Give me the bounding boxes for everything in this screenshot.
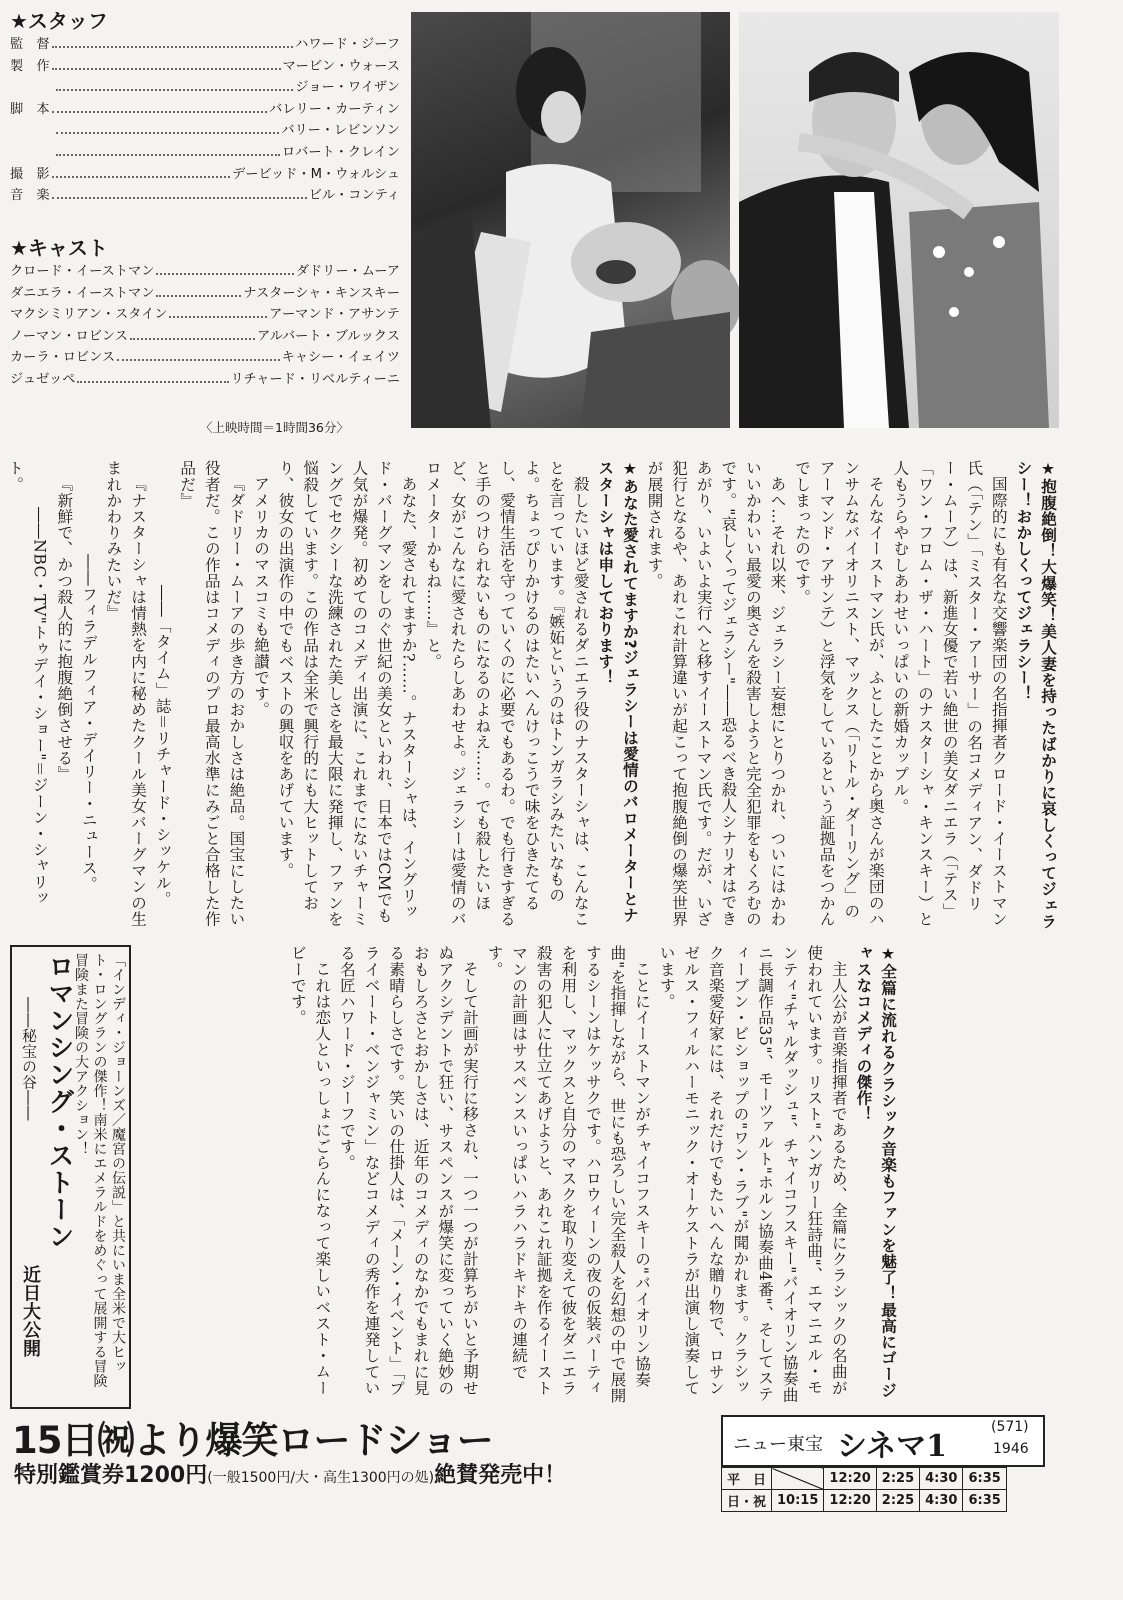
credit-role: 音 楽 xyxy=(10,188,50,204)
article-paragraph: 国際的にも有名な交響楽団の名指揮者クロード・イーストマン氏（「テン」「ミスター・アーサー」の名コメディアン、ダドリー・ムーア）は、新進女優で若い絶世の美女ダニエラ（「テス」「ワン・フロム・ザ・ハート」のナスターシャ・キンスキー）と人もうらやむしあわせいっぱいの新婚カップル。 xyxy=(891,460,1008,927)
credit-name: バレリー・カーティン xyxy=(269,101,400,117)
credit-row xyxy=(10,283,400,305)
photo-right-figures xyxy=(739,12,1059,428)
leader-dots xyxy=(52,111,268,113)
article-paragraph: あなた、愛されてますか?……。ナスターシャは、イングリッド・バーグマンをしのぐ世紀の美女といわれ、日本ではCMでも人気が爆発。初めてのコメディ出演に、これまでにないチャーミングでセクシーな洗練された美しさを最大限に発揮し、ファンを悩殺しています。この作品は全米で興行的にも大ヒットしており、彼女の出演作の中でもベストの興収をあげています。 xyxy=(276,460,418,927)
credit-row xyxy=(10,261,400,283)
credit-role: ダニエラ・イーストマン xyxy=(10,285,155,301)
showtime-cell xyxy=(772,1468,824,1490)
credit-name: ハワード・ジーフ xyxy=(295,37,400,52)
leader-dots xyxy=(130,338,255,340)
article-paragraph: あへ…それ以来、ジェラシー妄想にとりつかれ、ついにはかわいいかわいい最愛の奥さんを殺害しようと完全犯罪をもくろむのです。"哀しくってジェラシー"――恐るべき殺人シナリオはできあがり、いよいよ実行へと移すイーストマン氏です。だが、いざ犯行となるや、あれこれ計算違いが起こって抱腹絶倒の爆笑世界が展開されます。 xyxy=(645,460,787,927)
credit-row xyxy=(10,326,400,348)
credit-role: 撮 影 xyxy=(10,166,50,182)
showtime-day: 平 日 xyxy=(722,1468,772,1490)
credit-role: 製 作 xyxy=(10,58,50,74)
ad-subtitle: ――秘宝の谷―― xyxy=(20,997,38,1121)
leader-dots xyxy=(56,154,280,156)
leader-dots xyxy=(52,68,281,70)
credit-name: アルバート・ブルックス xyxy=(257,328,400,344)
critic-source: ――「タイム」誌＝リチャード・シッケル。 xyxy=(153,584,172,907)
credit-row xyxy=(10,347,400,369)
credit-role: クロード・イーストマン xyxy=(10,264,155,279)
showtime-row xyxy=(722,1490,1007,1512)
showtime-cell: 6:35 xyxy=(963,1490,1006,1512)
credit-row xyxy=(10,369,400,391)
leader-dots xyxy=(56,132,279,134)
ticket-note: (一般1500円/大・高生1300円の処) xyxy=(207,1470,435,1486)
heading-classic-music: ★全篇に流れるクラシック音楽もファンを魅了！最高にゴージャスなコメディの傑作！ xyxy=(854,945,897,1399)
credit-role: ジュゼッペ xyxy=(10,371,76,387)
credit-row xyxy=(10,56,400,78)
theater-box xyxy=(721,1415,1045,1467)
heading-barometer: ★あなた愛されてますか?ジェラシーは愛情のバロメーターとナスターシャは申しております！ xyxy=(596,460,639,923)
ticket-price: 特別鑑賞券1200円 xyxy=(14,1463,208,1488)
credit-row xyxy=(10,34,400,56)
runtime-text: 〈上映時間＝1時間36分〉 xyxy=(200,420,349,435)
credit-name: ダドリー・ムーア xyxy=(295,264,400,279)
critic-quote: 『ナスターシャは情熱を内に秘めたクール美女バーグマンの生まれかわりみたいだ』 xyxy=(104,460,148,927)
credit-row xyxy=(10,120,400,142)
critic-quote: 『ダドリー・ムーアの歩き方のおかしさは絶品。国宝にしたい役者だ。この作品はコメディのプロ最高水準にみごと合格した作品だ』 xyxy=(178,460,246,927)
roadshow-headline: 15日㈷より爆笑ロードショー xyxy=(12,1419,493,1462)
critic-source: ――フィラデルフィア・デイリー・ニュース。 xyxy=(79,553,98,892)
article-top xyxy=(6,460,1060,930)
photo-left-figures xyxy=(411,12,730,428)
leader-dots xyxy=(52,197,307,199)
article-paragraph: ことにイーストマンがチャイコフスキーの"バイオリン協奏曲"を指揮しながら、世にも恐ろしい完全殺人を幻想の中で展開するシーンはケッサクです。ハロウィーンの夜の仮装パーティを利用し、マックスと自分のマスクを取り変えて彼をダニエラ殺害の犯人に仕立てあげようと、あれこれ証拠を作るイーストマンの計画はサスペンスいっぱいハラハラドキドキの連続です。 xyxy=(485,945,652,1404)
credit-name: ロバート・クレイン xyxy=(281,144,400,160)
showtime-table xyxy=(721,1467,1007,1512)
leader-dots xyxy=(169,316,267,318)
theater-name: シネマ1 xyxy=(837,1429,947,1464)
article-paragraph: アメリカのマスコミも絶讃です。 xyxy=(252,475,270,718)
credit-name: ビル・コンティ xyxy=(308,188,400,204)
credit-role: 監 督 xyxy=(10,37,50,52)
leader-dots xyxy=(156,295,241,297)
showtime-cell: 2:25 xyxy=(876,1490,919,1512)
theater-phone-number: 1946 xyxy=(993,1441,1029,1457)
credit-row xyxy=(10,77,400,99)
showtime-cell: 12:20 xyxy=(824,1490,876,1512)
theater-prefix: ニュー東宝 xyxy=(733,1434,823,1455)
credit-name: マービン・ウォース xyxy=(282,58,400,74)
credit-row xyxy=(10,99,400,121)
leader-dots xyxy=(52,176,230,178)
leader-dots xyxy=(52,46,294,48)
credit-name: キャシー・イェイツ xyxy=(281,350,400,366)
article-bottom xyxy=(140,945,900,1405)
showtime-cell: 12:20 xyxy=(824,1468,876,1490)
leader-dots xyxy=(77,381,228,383)
credit-name: リチャード・リベルティーニ xyxy=(230,371,400,387)
credit-name: アーマンド・アサンテ xyxy=(269,307,400,323)
leader-dots xyxy=(56,89,293,91)
ad-coming-soon: 近日大公開 xyxy=(20,1265,41,1358)
credit-row xyxy=(10,142,400,164)
staff-section xyxy=(10,8,400,207)
showtime-row xyxy=(722,1468,1007,1490)
credit-name: ナスターシャ・キンスキー xyxy=(243,285,400,301)
cast-section xyxy=(10,235,400,391)
ticket-info xyxy=(14,1458,566,1489)
credit-name: デービッド・M・ウォルシュ xyxy=(232,166,400,182)
credit-role: カーラ・ロビンス xyxy=(10,350,116,366)
showtime-cell: 2:25 xyxy=(876,1468,919,1490)
credit-row xyxy=(10,164,400,186)
article-paragraph: そんなイーストマン氏が、ふとしたことから奥さんが楽団のハンサムなバイオリニスト、マックス（「リトル・ダーリング」のアーマンド・アサンテ）と浮気をしているという証拠品をつかんでしまったのです。 xyxy=(793,460,885,927)
romancing-stone-ad xyxy=(10,945,131,1409)
credit-name: バリー・レビンソン xyxy=(281,123,400,139)
ad-description: 「インディ・ジョーンズ／魔宮の伝説」と共にいま全米で大ヒット・ロングランの傑作！南米にエメラルドをめぐって展開する冒険冒険また冒険の大アクション！ xyxy=(73,953,126,1388)
showtime-cell: 4:30 xyxy=(920,1468,963,1490)
credit-role: ノーマン・ロビンス xyxy=(10,328,128,344)
critic-quote: 『新鮮で、かつ殺人的に抱腹絶倒させる』 xyxy=(55,475,74,782)
credit-row xyxy=(10,185,400,207)
credit-role: マクシミリアン・スタイン xyxy=(10,307,168,323)
cast-title: ★キャスト xyxy=(10,236,108,260)
leader-dots xyxy=(117,359,280,361)
staff-title: ★スタッフ xyxy=(10,9,108,33)
article-paragraph: これは恋人といっしょにごらんになって楽しいベスト・ムービーです。 xyxy=(288,945,332,1396)
critic-source: ――NBC・TV"トゥデイ・ショー"＝ジーン・シャリット。 xyxy=(6,460,49,906)
heading-jealousy: ★抱腹絶倒！大爆笑！美人妻を持ったばかりに哀しくってジェラシー！おかしくってジェラシー！ xyxy=(1014,460,1057,930)
credit-row xyxy=(10,304,400,326)
showtime-cell: 10:15 xyxy=(772,1490,824,1512)
credit-role: 脚 本 xyxy=(10,101,50,117)
credit-name: ジョー・ワイザン xyxy=(295,80,400,96)
ad-title: ロマンシング・ストーン xyxy=(44,953,74,1250)
ticket-tail: 絶賛発売中！ xyxy=(434,1463,567,1488)
film-still-photo-left xyxy=(411,12,730,428)
leader-dots xyxy=(156,273,293,275)
article-paragraph: 殺したいほど愛されるダニエラ役のナスターシャは、こんなことを言っています。『嫉妬というのはトンガラシみたいなものよ。ちょっぴりかけるのはたいへんけっこうで味をひきたてるし、愛情生活を守っていくのに必要でもあるわ。でも行きすぎると手のつけられないものになるのよねえ……。でも殺したいほど、女がこんなに愛されたらしあわせよ。ジェラシーは愛情のバロメーターかもね……』と。 xyxy=(424,460,590,927)
article-paragraph: 主人公が音楽指揮者であるため、全篇にクラシックの名曲が使われています。リスト"ハンガリー狂詩曲"、エマニエル・モンティ"チャルダッシュ"、チャイコフスキー"バイオリン協奏曲ニ長調作品35"、モーツァルト"ホルン協奏曲4番"、そしてスティーブン・ビショップの"ワン・ラブ"が聞かれます。クラシック音楽愛好家には、それだけでもたいへんな贈り物で、ロサンゼルス・フィルハーモニック・オーケストラが出演し演奏しています。 xyxy=(657,945,848,1403)
showtime-cell: 6:35 xyxy=(963,1468,1006,1490)
article-paragraph: そして計画が実行に移され、一つ一つが計算ちがいと予期せぬアクシデントで狂い、サスペンスが爆笑に変っていく絶妙のおもしろさとおかしさは、近年のコメディのなかでもまれに見る素晴らしさです。笑いの仕掛人は、「メーン・イベント」「プライベート・ベンジャミン」などコメディの秀作を連発している名匠ハワード・ジーフです。 xyxy=(337,945,479,1397)
film-still-photo-right xyxy=(739,12,1059,428)
showtime-day: 日・祝 xyxy=(722,1490,772,1512)
showtime-cell: 4:30 xyxy=(920,1490,963,1512)
theater-phone-area: (571) xyxy=(991,1419,1029,1435)
